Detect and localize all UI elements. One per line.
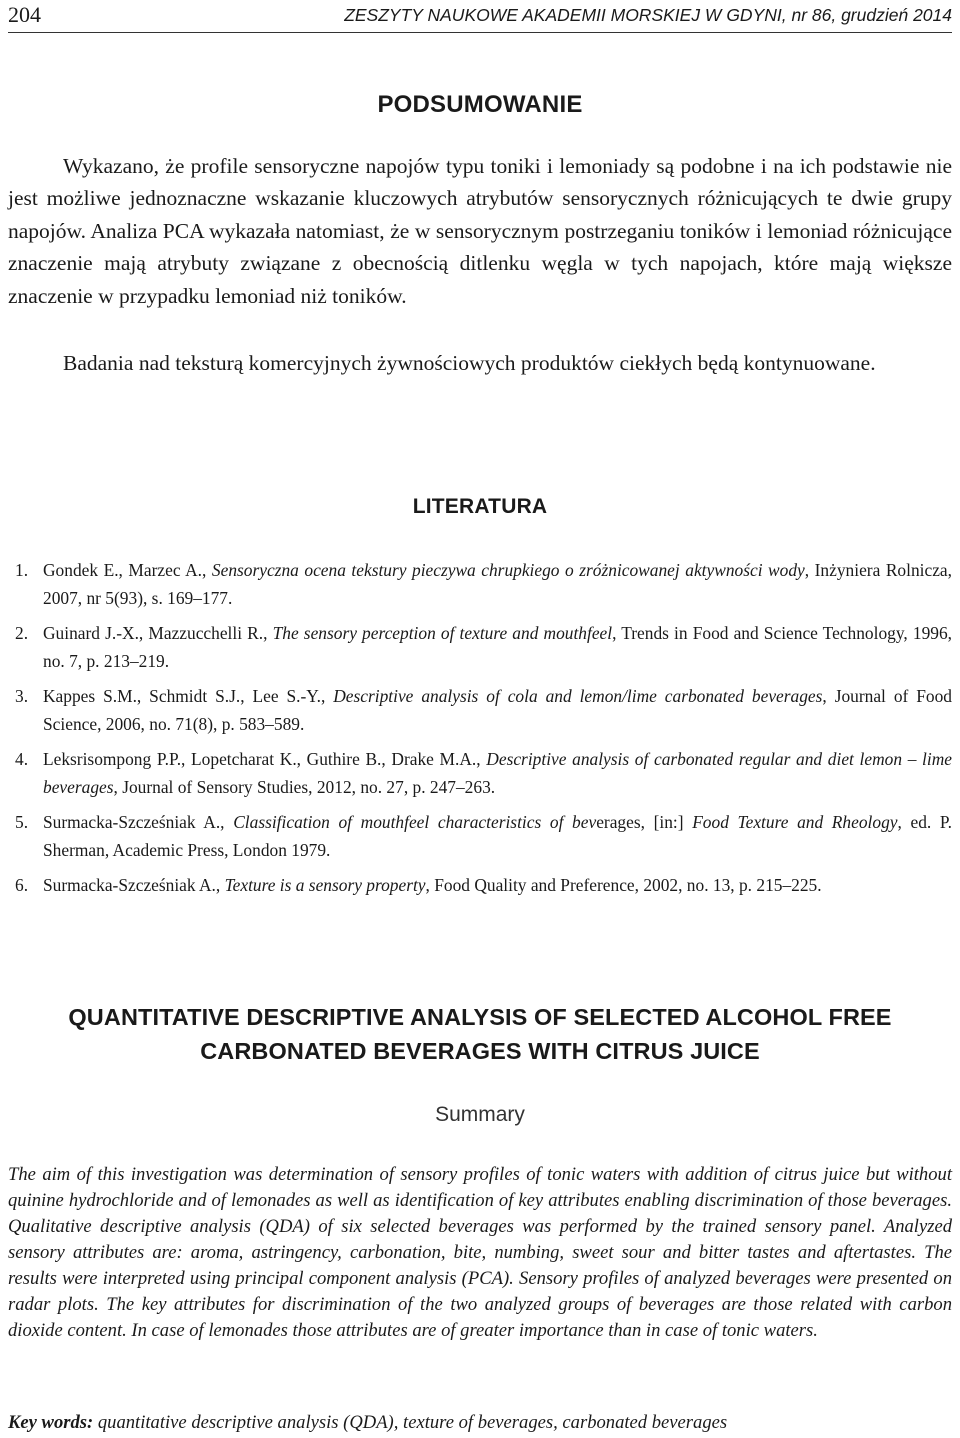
journal-title: ZESZYTY NAUKOWE AKADEMII MORSKIEJ W GDYNI, nr 86, grudzień 2014 xyxy=(344,5,952,25)
reference-number: 5. xyxy=(15,812,29,832)
summary-paragraph: Wykazano, że profile sensoryczne napojów typu toniki i lemoniady są podobne i na ich podstawie nie jest możliwe jednoznaczne wskazanie kluczowych atrybutów sensorycznych różnicujących te dwie grupy napojów. Analiza PCA wykazała natomiast, że w sensorycznym postrzeganiu toników i lemoniad różnicujące znaczenie mają atrybuty związane z obecnością ditlenku węgla w tych napojach, które mają większe znaczenie w przypadku lemoniad niż toników. xyxy=(8,154,952,308)
literature-heading: LITERATURA xyxy=(412,495,548,518)
reference-authors: Surmacka-Szcześniak A., xyxy=(43,812,234,832)
reference-authors: Gondek E., Marzec A., xyxy=(43,560,212,580)
reference-number: 6. xyxy=(15,875,29,895)
reference-mid: erages, [in:] xyxy=(596,812,693,832)
reference-number: 1. xyxy=(15,560,29,580)
page-number: 204 xyxy=(8,2,41,27)
reference-body xyxy=(43,682,952,738)
reference-number: 2. xyxy=(15,623,29,643)
reference-title: Descriptive analysis of carbonated regular and diet lemon – lime beverages xyxy=(43,749,952,797)
reference-title: The sensory perception of texture and mouthfeel xyxy=(272,623,613,643)
reference-item xyxy=(8,619,952,675)
reference-item xyxy=(8,808,952,864)
reference-authors: Leksrisompong P.P., Lopetcharat K., Guthire B., Drake M.A., xyxy=(43,749,487,769)
reference-source: , ed. P. Sherman, Academic Press, London 1979. xyxy=(43,812,952,860)
reference-title: Classification of mouthfeel characteristics of bev xyxy=(233,812,597,832)
reference-title: Texture is a sensory property xyxy=(224,875,426,895)
reference-body xyxy=(43,745,952,801)
reference-number: 4. xyxy=(15,749,29,769)
english-title-line: CARBONATED BEVERAGES WITH CITRUS JUICE xyxy=(200,1038,760,1064)
reference-source: , Journal of Food Science, 2006, no. 71(8), p. 583–589. xyxy=(43,686,952,734)
reference-authors: Surmacka-Szcześniak A., xyxy=(43,875,225,895)
keywords xyxy=(8,1410,952,1436)
running-header xyxy=(8,2,952,34)
reference-source: , Food Quality and Preference, 2002, no. 13, p. 215–225. xyxy=(425,875,822,895)
reference-authors: Kappes S.M., Schmidt S.J., Lee S.-Y., xyxy=(43,686,334,706)
reference-title-secondary: Food Texture and Rheology xyxy=(692,812,898,832)
summary-paragraph: Badania nad teksturą komercyjnych żywnościowych produktów ciekłych będą kontynuowane. xyxy=(63,351,876,375)
summary-heading: PODSUMOWANIE xyxy=(377,91,583,118)
reference-authors: Guinard J.-X., Mazzucchelli R., xyxy=(43,623,273,643)
reference-number: 3. xyxy=(15,686,29,706)
reference-source: , Trends in Food and Science Technology, 1996, no. 7, p. 213–219. xyxy=(43,623,953,671)
reference-item xyxy=(8,682,952,738)
reference-body xyxy=(43,556,952,612)
reference-list xyxy=(8,556,952,906)
reference-source: , Inżyniera Rolnicza, 2007, nr 5(93), s. 169–177. xyxy=(43,560,952,608)
header-rule xyxy=(8,32,952,33)
english-title-line: QUANTITATIVE DESCRIPTIVE ANALYSIS OF SELECTED ALCOHOL FREE xyxy=(68,1004,892,1030)
reference-item xyxy=(8,745,952,801)
reference-item xyxy=(8,556,952,612)
reference-body xyxy=(43,871,952,899)
reference-title: Sensoryczna ocena tekstury pieczywa chrupkiego o zróżnicowanej aktywności wody xyxy=(211,560,805,580)
keywords-label: Key words: xyxy=(8,1412,94,1433)
english-summary-text: The aim of this investigation was determination of sensory profiles of tonic waters with addition of citrus juice but without quinine hydrochloride and of lemonades as well as identification of key attributes enabling discrimination of those beverages. Qualitative descriptive analysis (QDA) of six selected beverages was performed by the trained sensory panel. Analyzed sensory attributes are: aroma, astringency, carbonation, bite, numbing, sweet sour and bitter tastes and aftertastes. The results were interpreted using principal component analysis (PCA). Sensory profiles of analyzed beverages were presented on radar plots. The key attributes for discrimination of the two analyzed groups of beverages are those related with carbon dioxide content. In case of lemonades those attributes are of greater importance than in case of tonic waters. xyxy=(8,1164,952,1341)
english-summary-heading: Summary xyxy=(435,1103,525,1126)
reference-title: Descriptive analysis of cola and lemon/lime carbonated beverages xyxy=(333,686,823,706)
keywords-list: quantitative descriptive analysis (QDA), texture of beverages, carbonated beverages xyxy=(93,1412,728,1433)
reference-source: , Journal of Sensory Studies, 2012, no. 27, p. 247–263. xyxy=(113,777,496,797)
reference-body xyxy=(43,808,952,864)
reference-item xyxy=(8,871,952,899)
reference-body xyxy=(43,619,952,675)
english-title xyxy=(0,1000,960,1068)
